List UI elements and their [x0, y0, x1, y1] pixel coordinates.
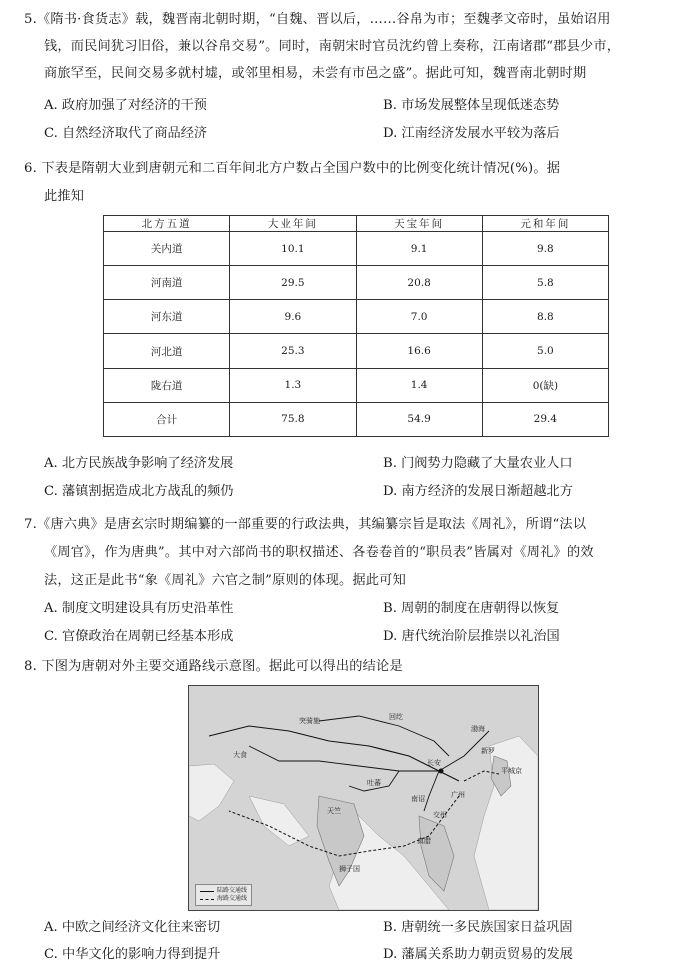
table-cell: 9.6 — [230, 300, 356, 334]
q7-option-d[interactable]: D. 唐代统治阶层推崇以礼治国 — [383, 629, 560, 644]
q7-line-1: 7.《唐六典》是唐玄宗时期编纂的一部重要的行政法典，其编纂宗旨是取法《周礼》，所谓“法以 — [24, 517, 587, 532]
table-cell: 1.3 — [230, 368, 356, 402]
q5-option-b[interactable]: B. 市场发展整体呈现低迷态势 — [383, 98, 560, 113]
q7-option-c[interactable]: C. 官僚政治在周朝已经基本形成 — [44, 629, 234, 644]
table-cell: 河南道 — [104, 266, 230, 300]
table-cell: 9.8 — [482, 232, 608, 266]
map-label-nanzhao: 南诏 — [411, 795, 425, 803]
map-label-zhenla: 真腊 — [417, 837, 431, 845]
changan-marker — [439, 769, 444, 774]
q8-option-c[interactable]: C. 中华文化的影响力得到提升 — [44, 947, 221, 962]
q7-line-2: 《周官》，作为唐典”。其中对六部尚书的职权描述、各卷卷首的“职员表”皆属对《周礼》的效 — [44, 545, 594, 560]
table-cell: 29.4 — [482, 402, 608, 436]
q7-option-a[interactable]: A. 制度文明建设具有历史沿革性 — [44, 601, 234, 616]
tang-trade-routes-map — [188, 685, 539, 911]
q7-option-b[interactable]: B. 周朝的制度在唐朝得以恢复 — [383, 601, 560, 616]
map-label-pingchengjing: 平城京 — [501, 767, 522, 775]
table-cell: 9.1 — [356, 232, 482, 266]
q7-line-3: 法，这正是此书“象《周礼》六官之制”原则的体现。据此可知 — [44, 573, 406, 588]
map-label-xinluo: 新罗 — [481, 747, 495, 755]
table-cell: 5.8 — [482, 266, 608, 300]
table-cell: 关内道 — [104, 232, 230, 266]
table-cell: 54.9 — [356, 402, 482, 436]
map-graphic — [189, 686, 538, 910]
q8-option-b[interactable]: B. 唐朝统一多民族国家日益巩固 — [383, 920, 573, 935]
land-route-swatch — [200, 891, 214, 892]
table-cell: 25.3 — [230, 334, 356, 368]
table-cell: 河北道 — [104, 334, 230, 368]
sea-route-swatch — [200, 899, 214, 900]
q6-line-1: 6. 下表是隋朝大业到唐朝元和二百年间北方户数占全国户数中的比例变化统计情况(%)。据 — [24, 161, 561, 176]
map-label-huihe: 回纥 — [389, 713, 403, 721]
table-header-cell: 北方五道 — [104, 216, 230, 232]
q5-option-c[interactable]: C. 自然经济取代了商品经济 — [44, 126, 208, 141]
table-cell: 陇右道 — [104, 368, 230, 402]
household-ratio-table — [103, 215, 609, 437]
table-row — [104, 232, 609, 266]
q5-option-d[interactable]: D. 江南经济发展水平较为落后 — [383, 126, 560, 141]
q8-line-1: 8. 下图为唐朝对外主要交通路线示意图。据此可以得出的结论是 — [24, 659, 403, 674]
q5-line-1: 5.《隋书·食货志》载，魏晋南北朝时期，“自魏、晋以后，……谷帛为市；至魏孝文帝时，虽始诏用 — [24, 12, 611, 27]
q6-option-b[interactable]: B. 门阀势力隐藏了大量农业人口 — [383, 456, 573, 471]
table-cell: 合计 — [104, 402, 230, 436]
map-label-tubo: 吐蕃 — [367, 779, 381, 787]
table-cell: 7.0 — [356, 300, 482, 334]
table-cell: 29.5 — [230, 266, 356, 300]
legend-land-label: 陆路交通线 — [217, 887, 248, 894]
map-label-changan: 长安 — [427, 759, 441, 767]
map-label-bohai: 渤海 — [471, 725, 485, 733]
map-label-tuqishi: 突骑施 — [299, 717, 320, 725]
legend-sea-label: 海路交通线 — [217, 895, 248, 902]
table-cell: 1.4 — [356, 368, 482, 402]
table-header-cell: 元和年间 — [482, 216, 608, 232]
table-row — [104, 368, 609, 402]
q6-option-c[interactable]: C. 藩镇割据造成北方战乱的频仍 — [44, 484, 234, 499]
table-cell: 河东道 — [104, 300, 230, 334]
table-header-cell: 大业年间 — [230, 216, 356, 232]
table-cell: 16.6 — [356, 334, 482, 368]
table-header-row — [104, 216, 609, 232]
q6-option-a[interactable]: A. 北方民族战争影响了经济发展 — [44, 456, 234, 471]
table-cell: 20.8 — [356, 266, 482, 300]
q8-option-a[interactable]: A. 中欧之间经济文化往来密切 — [44, 920, 221, 935]
map-label-jiaozhou: 交州 — [433, 811, 447, 819]
table-header-cell: 天宝年间 — [356, 216, 482, 232]
map-label-tianzhu: 天竺 — [327, 807, 341, 815]
table-cell: 0(缺) — [482, 368, 608, 402]
q5-line-3: 商旅罕至，民间交易多就村墟，或邻里相易，未尝有市邑之盛”。据此可知，魏晋南北朝时期 — [44, 66, 587, 81]
q5-option-a[interactable]: A. 政府加强了对经济的干预 — [44, 98, 207, 113]
map-label-shiziguo: 狮子国 — [339, 865, 360, 873]
q6-line-2: 此推知 — [44, 189, 85, 204]
map-label-guangzhou: 广州 — [451, 791, 465, 799]
table-cell: 10.1 — [230, 232, 356, 266]
q6-option-d[interactable]: D. 南方经济的发展日渐超越北方 — [383, 484, 573, 499]
legend-sea-row — [200, 895, 247, 903]
map-label-dashi: 大食 — [233, 751, 247, 759]
map-legend — [195, 884, 252, 906]
table-cell: 75.8 — [230, 402, 356, 436]
table-row — [104, 300, 609, 334]
legend-land-row — [200, 887, 247, 895]
table-row — [104, 334, 609, 368]
q5-line-2: 钱，而民间犹习旧俗，兼以谷帛交易”。同时，南朝宋时官员沈约曾上奏称，江南诸郡“郡县少市， — [44, 39, 621, 54]
table-row — [104, 402, 609, 436]
table-cell: 8.8 — [482, 300, 608, 334]
q8-option-d[interactable]: D. 藩属关系助力朝贡贸易的发展 — [383, 947, 573, 962]
table-cell: 5.0 — [482, 334, 608, 368]
table-row — [104, 266, 609, 300]
